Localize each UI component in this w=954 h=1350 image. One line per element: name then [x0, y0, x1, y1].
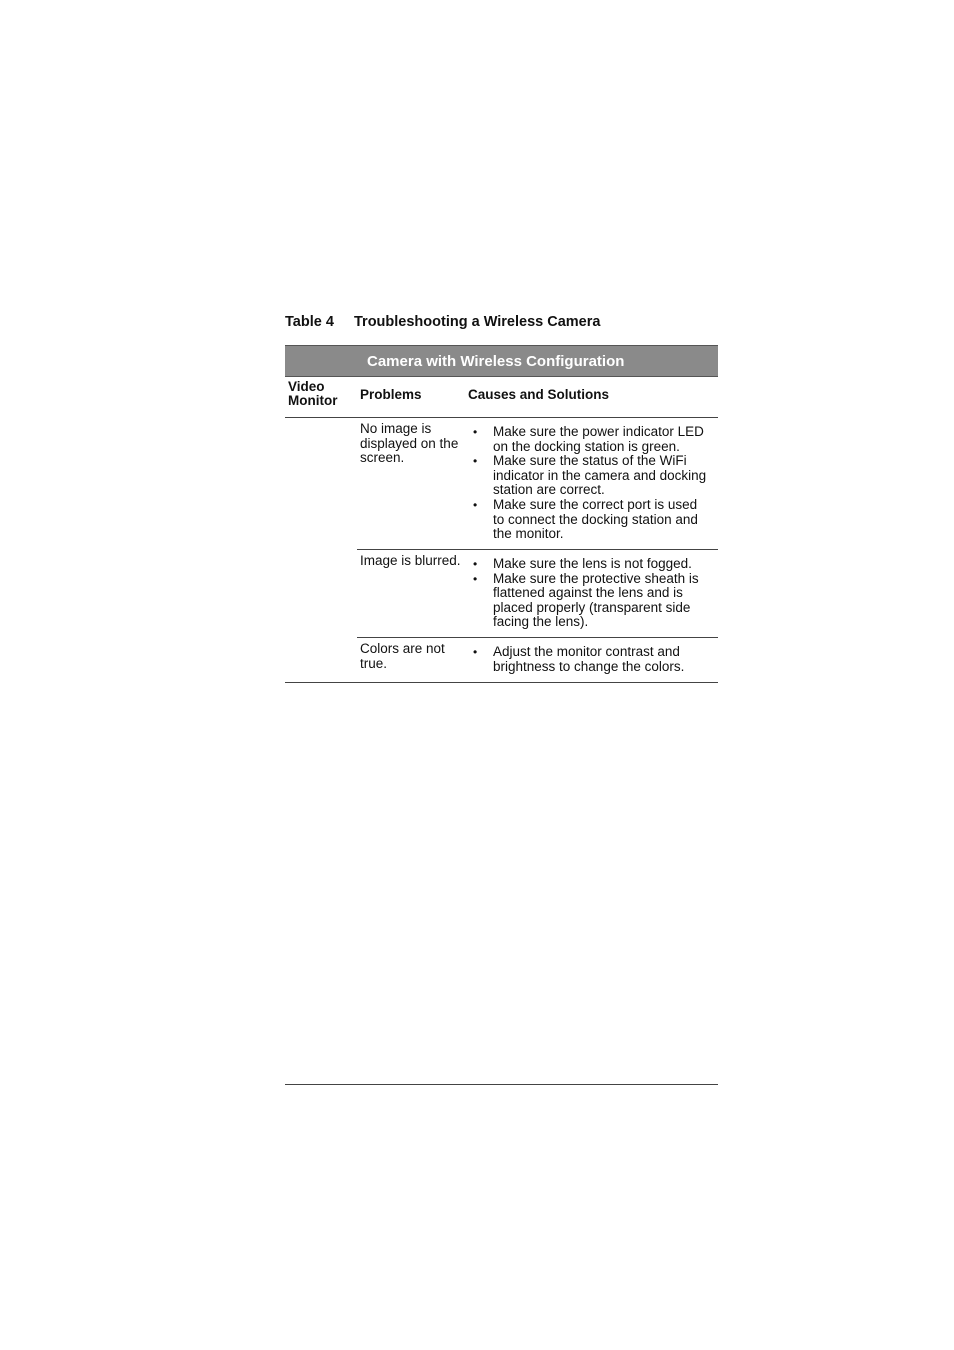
header-causes-solutions: Causes and Solutions [468, 387, 610, 402]
table-body [285, 418, 718, 683]
solution-item: • Make sure the correct port is used to connect the docking station and the monitor. [473, 498, 708, 542]
solution-item: • Adjust the monitor contrast and brightness to change the colors. [473, 645, 708, 674]
table-row [357, 550, 718, 638]
table-header-row [285, 377, 718, 418]
troubleshooting-table [285, 345, 718, 683]
table-title: Troubleshooting a Wireless Camera [354, 314, 601, 330]
page-bottom-rule [285, 1084, 718, 1085]
problem-cell: Colors are not true. [360, 641, 445, 671]
table-number: Table 4 [285, 314, 334, 330]
table-row [357, 418, 718, 550]
problem-cell: No image is displayed on the screen. [360, 421, 459, 466]
table-row [285, 638, 718, 683]
problem-cell: Image is blurred. [360, 553, 461, 568]
table-caption [285, 314, 600, 330]
table-banner: Camera with Wireless Configuration [285, 345, 718, 377]
solution-item: • Make sure the power indicator LED on the docking station is green. [473, 425, 708, 454]
solution-item: • Make sure the protective sheath is flattened against the lens and is placed properly (transparent side facing the lens). [473, 572, 708, 630]
header-problems: Problems [360, 387, 422, 402]
solutions-list [473, 425, 708, 542]
solution-item: • Make sure the status of the WiFi indicator in the camera and docking station are correct. [473, 454, 708, 498]
solutions-list [473, 557, 708, 630]
solution-item: • Make sure the lens is not fogged. [473, 557, 708, 572]
solutions-list [473, 645, 708, 674]
header-video-monitor: Video Monitor [288, 379, 338, 408]
